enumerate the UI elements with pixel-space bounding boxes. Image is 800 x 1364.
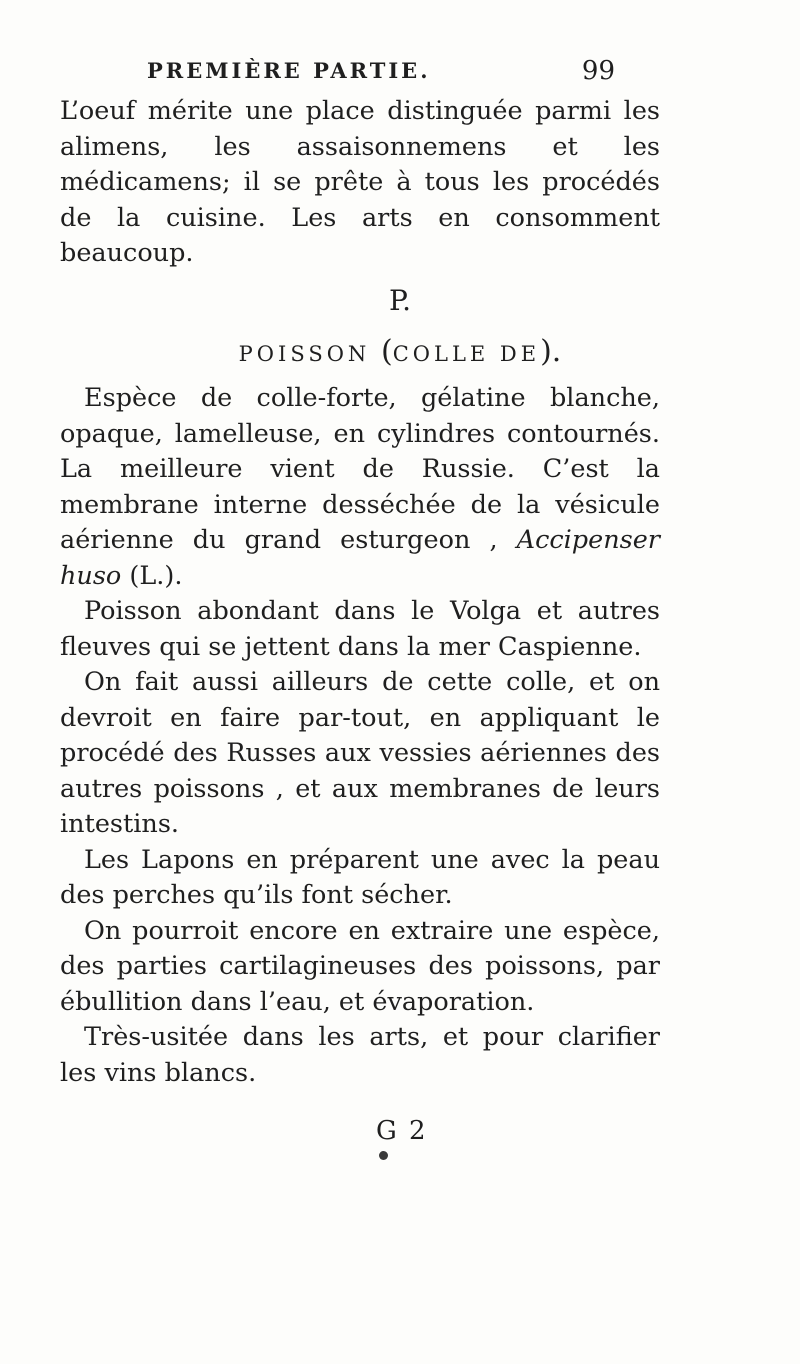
entry-paragraph-habitat: Poisson abondant dans le Volga et autres fleuves qui se jettent dans la mer Caspienne. <box>60 596 660 662</box>
heading-open-paren: ( <box>381 334 393 369</box>
ink-dot <box>379 1151 388 1160</box>
heading-main: POISSON <box>238 342 371 366</box>
entry-paragraph-usage: Très-usitée dans les arts, et pour clarifier les vins blancs. <box>60 1022 660 1088</box>
description-end: (L.). <box>121 560 183 591</box>
entry-paragraph-description <box>60 381 660 594</box>
signature-mark: G 2 <box>376 1116 428 1146</box>
entry-paragraph-cartilage: On pourroit encore en extraire une espèce, des parties cartilagineuses des poissons, par ébullition dans l’eau, et évaporation. <box>60 915 660 1017</box>
species-name: Accipenser huso <box>60 525 660 591</box>
entry-body <box>60 381 660 1091</box>
running-title: PREMIÈRE PARTIE. <box>147 58 431 83</box>
entry-paragraph-lapons: Les Lapons en préparent une avec la peau des perches qu’ils font sécher. <box>60 844 660 910</box>
entry-heading <box>0 334 800 369</box>
entry-paragraph-production: On fait aussi ailleurs de cette colle, et on devroit en faire par-tout, en appliquant le procédé des Russes aux vessies aériennes des autres poissons , et aux membranes de leurs intestins. <box>60 667 660 839</box>
heading-sub: COLLE DE <box>392 342 541 366</box>
page-number: 99 <box>581 56 615 86</box>
description-text: Espèce de colle-forte, gélatine blanche, opaque, lamelleuse, en cylindres contournés. La meilleure vient de Russie. C’est la membrane interne desséchée de la vésicule aérienne du grand esturgeon , <box>60 383 660 555</box>
intro-paragraph-block <box>60 94 660 272</box>
running-head <box>145 58 615 90</box>
heading-close-paren: ). <box>540 334 562 369</box>
intro-paragraph: L’oeuf mérite une place distinguée parmi les alimens, les assaisonnemens et les médicamens; il se prête à tous les procédés de la cuisine. Les arts en consomment beaucoup. <box>60 96 660 268</box>
section-letter: P. <box>388 284 412 317</box>
